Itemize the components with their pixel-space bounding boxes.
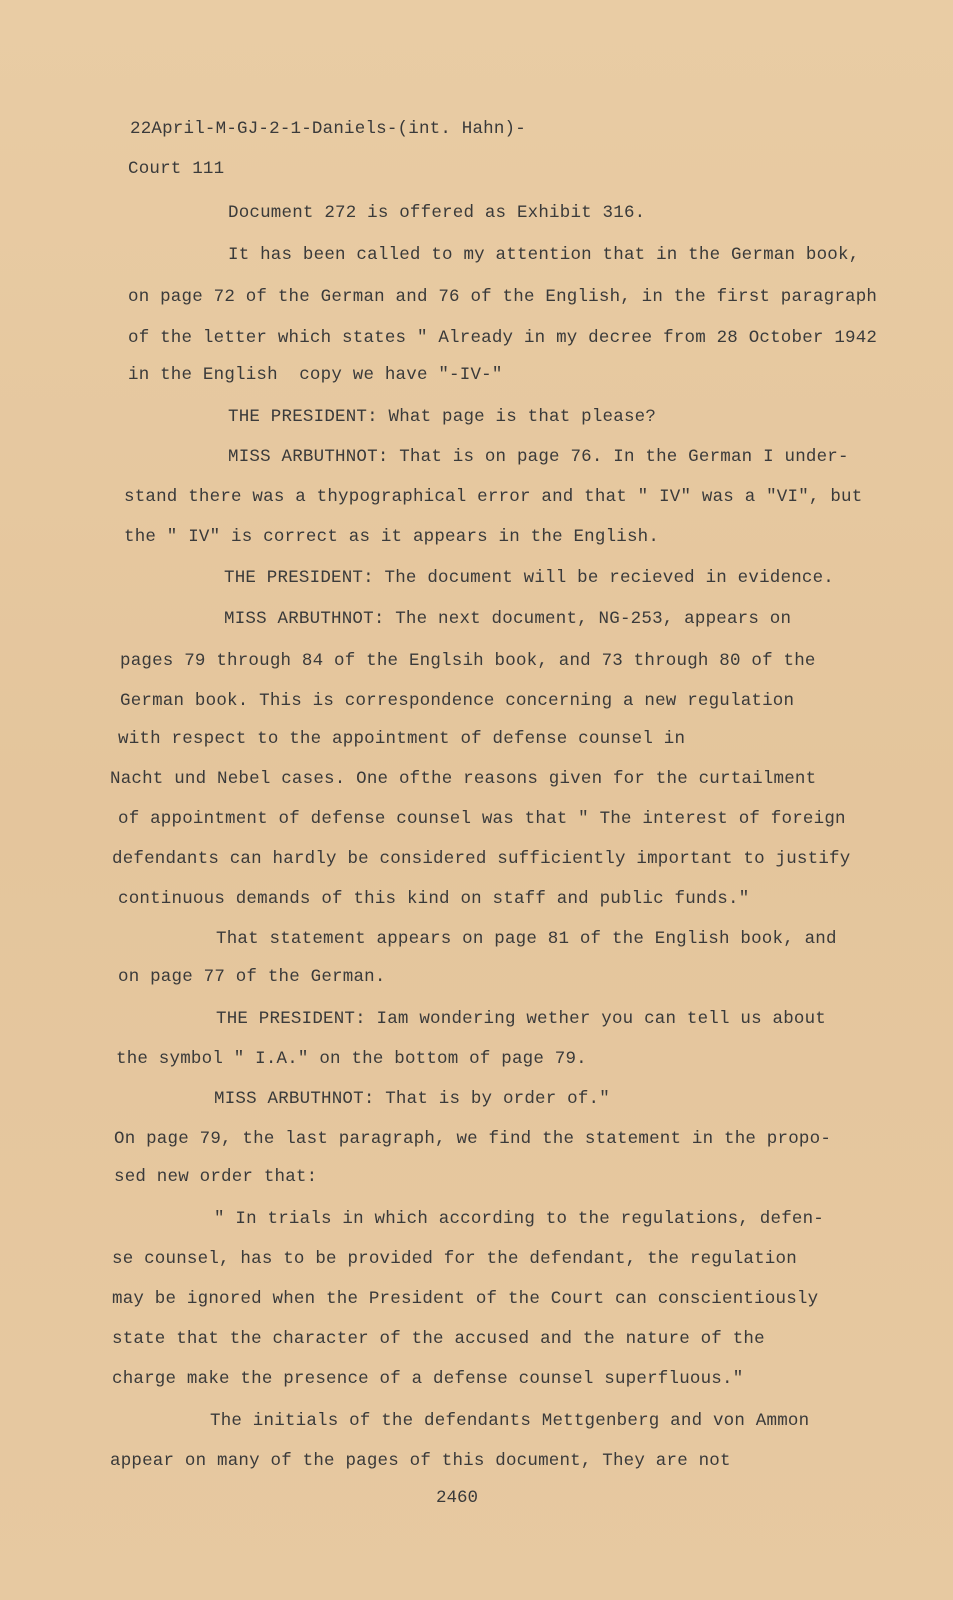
text-line: MISS ARBUTHNOT: That is on page 76. In the German I under- bbox=[228, 447, 849, 467]
text-line: in the English copy we have "-IV-" bbox=[128, 365, 503, 385]
text-line: MISS ARBUTHNOT: That is by order of." bbox=[214, 1089, 610, 1109]
text-line: state that the character of the accused and the nature of the bbox=[112, 1329, 765, 1349]
text-line: may be ignored when the President of the Court can conscientiously bbox=[112, 1289, 819, 1309]
text-line: defendants can hardly be considered sufficiently important to justify bbox=[112, 849, 851, 869]
text-line: THE PRESIDENT: What page is that please? bbox=[228, 407, 657, 427]
text-line: se counsel, has to be provided for the defendant, the regulation bbox=[112, 1249, 797, 1269]
text-line: MISS ARBUTHNOT: The next document, NG-253, appears on bbox=[224, 609, 792, 629]
text-line: with respect to the appointment of defense counsel in bbox=[118, 729, 686, 749]
text-line: of appointment of defense counsel was that " The interest of foreign bbox=[118, 809, 846, 829]
text-line: Nacht und Nebel cases. One ofthe reasons given for the curtailment bbox=[110, 769, 817, 789]
header-line-1: 22April-M-GJ-2-1-Daniels-(int. Hahn)- bbox=[130, 119, 526, 139]
text-line: pages 79 through 84 of the Englsih book, and 73 through 80 of the bbox=[120, 651, 816, 671]
text-line: " In trials in which according to the regulations, defen- bbox=[214, 1209, 824, 1229]
text-line: On page 79, the last paragraph, we find the statement in the propo- bbox=[114, 1129, 832, 1149]
text-line: appear on many of the pages of this document, They are not bbox=[110, 1451, 731, 1471]
text-line: on page 72 of the German and 76 of the English, in the first paragraph bbox=[128, 287, 878, 307]
page-number: 2460 bbox=[436, 1488, 479, 1508]
text-line: the " IV" is correct as it appears in the English. bbox=[124, 527, 660, 547]
text-line: Document 272 is offered as Exhibit 316. bbox=[228, 203, 646, 223]
text-line: on page 77 of the German. bbox=[118, 967, 386, 987]
text-line: German book. This is correspondence concerning a new regulation bbox=[120, 691, 795, 711]
text-line: That statement appears on page 81 of the English book, and bbox=[216, 929, 837, 949]
header-line-2: Court 111 bbox=[128, 159, 225, 179]
text-line: of the letter which states " Already in my decree from 28 October 1942 bbox=[128, 328, 878, 348]
text-line: continuous demands of this kind on staff and public funds." bbox=[118, 889, 750, 909]
text-line: stand there was a thypographical error and that " IV" was a "VI", but bbox=[124, 487, 863, 507]
text-line: It has been called to my attention that in the German book, bbox=[228, 245, 860, 265]
text-line: the symbol " I.A." on the bottom of page 79. bbox=[116, 1049, 587, 1069]
text-line: THE PRESIDENT: Iam wondering wether you can tell us about bbox=[216, 1009, 826, 1029]
text-line: The initials of the defendants Mettgenberg and von Ammon bbox=[210, 1411, 810, 1431]
text-line: THE PRESIDENT: The document will be recieved in evidence. bbox=[224, 568, 834, 588]
text-line: charge make the presence of a defense counsel superfluous." bbox=[112, 1369, 744, 1389]
text-line: sed new order that: bbox=[114, 1167, 318, 1187]
